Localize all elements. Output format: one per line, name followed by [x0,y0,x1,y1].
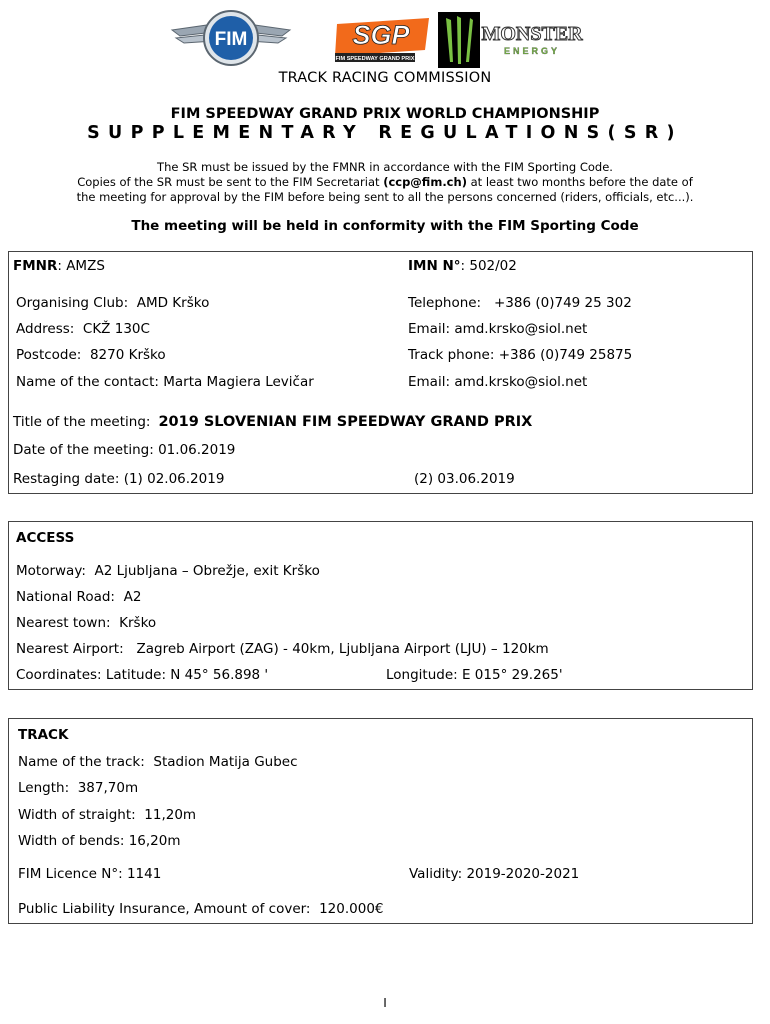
track-length-field: Length: 387,70m [18,780,139,796]
track-heading: TRACK [18,727,69,743]
longitude: Longitude: E 015° 29.265' [386,667,563,683]
restaging-date-2: (2) 03.06.2019 [414,471,515,487]
restaging-date-field: Restaging date: (1) 02.06.2019 [13,471,225,487]
organising-club-field: Organising Club: AMD Krško [16,295,210,311]
logo-bar [0,6,770,68]
track-name-field: Name of the track: Stadion Matija Gubec [18,754,298,770]
svg-text:FIM: FIM [214,29,248,50]
sgp-logo [333,14,433,66]
licence-field: FIM Licence N°: 1141 [18,866,162,882]
fim-logo [170,8,292,68]
regulations-heading: SUPPLEMENTARY REGULATIONS(SR) [87,123,683,143]
secretariat-email: (ccp@fim.ch) [383,175,467,189]
intro-paragraph [0,160,770,205]
contact-email-field: Email: amd.krsko@siol.net [408,374,588,390]
latitude: Latitude: N 45° 56.898 ' [105,667,269,683]
meeting-date-field: Date of the meeting: 01.06.2019 [13,442,236,458]
page-number: I [383,996,387,1010]
svg-text:ENERGY: ENERGY [503,46,561,56]
validity-field: Validity: 2019-2020-2021 [409,866,580,882]
insurance-field: Public Liability Insurance, Amount of cover: 120.000€ [18,901,384,917]
svg-text:MONSTER: MONSTER [481,23,583,45]
commission-heading: TRACK RACING COMMISSION [278,70,492,86]
championship-heading: FIM SPEEDWAY GRAND PRIX WORLD CHAMPIONSHIP [170,106,600,122]
conformity-statement: The meeting will be held in conformity with the FIM Sporting Code [131,218,639,234]
postcode-field: Postcode: 8270 Krško [16,347,166,363]
imn-field: IMN N°: 502/02 [408,258,517,274]
monster-energy-logo [436,10,584,70]
straight-width-field: Width of straight: 11,20m [18,807,197,823]
meeting-title-field: Title of the meeting: 2019 SLOVENIAN FIM SPEEDWAY GRAND PRIX [13,414,533,430]
address-field: Address: CKŽ 130C [16,321,150,337]
motorway-field: Motorway: A2 Ljubljana – Obrežje, exit Krško [16,563,320,579]
telephone-field: Telephone: +386 (0)749 25 302 [408,295,632,311]
intro-line-2: Copies of the SR must be sent to the FIM Secretariat (ccp@fim.ch) at least two months before the date of [77,175,693,189]
national-road-field: National Road: A2 [16,589,142,605]
intro-line-3: the meeting for approval by the FIM before being sent to all the persons concerned (riders, officials, etc...). [76,190,694,204]
svg-text:SGP: SGP [352,20,410,50]
coordinates-field: Coordinates: Latitude: N 45° 56.898 ' [16,667,269,683]
track-phone-field: Track phone: +386 (0)749 25875 [408,347,633,363]
access-heading: ACCESS [16,530,75,546]
fmnr-field: FMNR: AMZS [13,258,105,274]
bend-width-field: Width of bends: 16,20m [18,833,181,849]
nearest-airport-field: Nearest Airport: Zagreb Airport (ZAG) - 40km, Ljubljana Airport (LJU) – 120km [16,641,549,657]
contact-field: Name of the contact: Marta Magiera Levičar [16,374,314,390]
nearest-town-field: Nearest town: Krško [16,615,157,631]
access-box [8,521,753,690]
email-field: Email: amd.krsko@siol.net [408,321,588,337]
intro-line-1: The SR must be issued by the FMNR in accordance with the FIM Sporting Code. [157,160,613,174]
meeting-title: 2019 SLOVENIAN FIM SPEEDWAY GRAND PRIX [158,414,533,430]
svg-text:FIM SPEEDWAY GRAND PRIX: FIM SPEEDWAY GRAND PRIX [335,56,415,62]
